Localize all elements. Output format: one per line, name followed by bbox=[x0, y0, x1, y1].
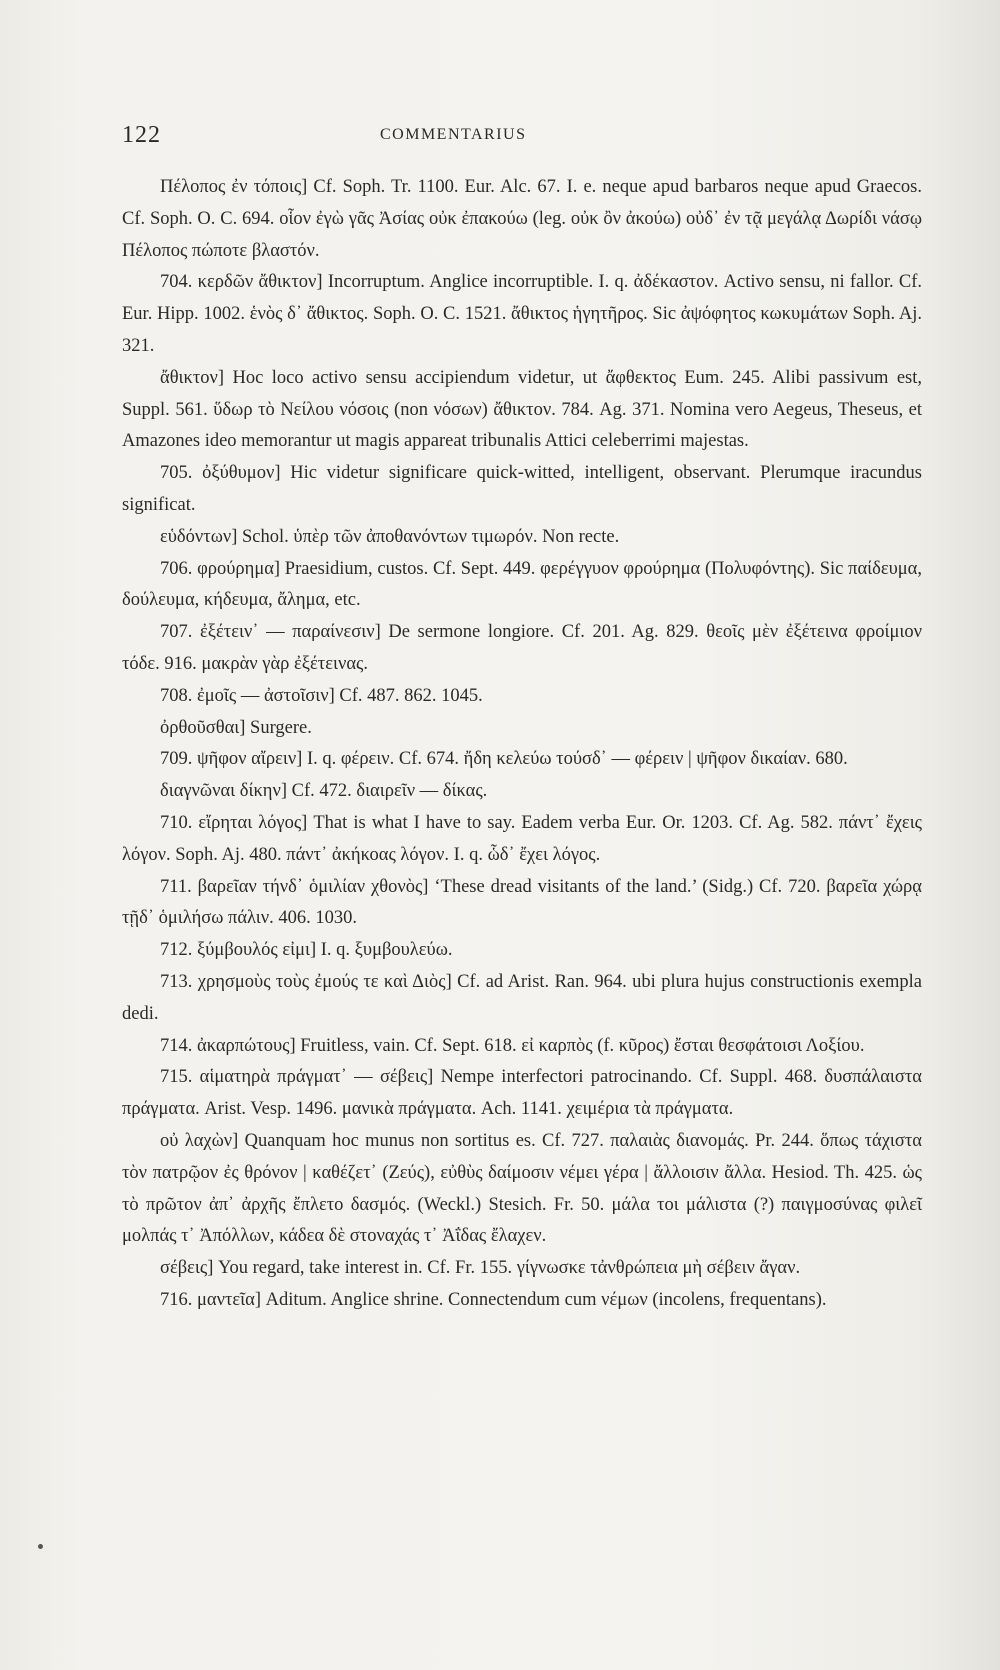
commentary-entry: διαγνῶναι δίκην] Cf. 472. διαιρεῖν — δίκας. bbox=[160, 781, 488, 802]
commentary-entry: Πέλοπος ἐν τόποις] Cf. Soph. Tr. 1100. Eur. Alc. 67. I. e. neque apud barbaros neque apud Graecos. Cf. Soph. O. C. 694. οἷον ἐγὼ γᾶς Ἀσίας οὐκ ἐπακούω (leg. οὐκ ὂν ἀκούω) οὐδ᾽ ἐν τᾷ μεγάλᾳ Δωρίδι νάσῳ Πέλοπος πώποτε βλαστόν. bbox=[122, 177, 922, 261]
commentary-entry: 716. μαντεῖα] Aditum. Anglice shrine. Connectendum cum νέμων (incolens, frequentans). bbox=[160, 1289, 827, 1310]
page-number: 122 bbox=[122, 122, 161, 148]
commentary-entry: 711. βαρεῖαν τήνδ᾽ ὁμιλίαν χθονὸς] ‘These dread visitants of the land.’ (Sidg.) Cf. 720. βαρεῖα χώρᾳ τῇδ᾽ ὁμιλήσω πάλιν. 406. 1030. bbox=[122, 876, 922, 929]
commentary-entry: εὑδόντων] Schol. ὑπὲρ τῶν ἀποθανόντων τιμωρόν. Non recte. bbox=[160, 526, 620, 547]
commentary-entry: 708. ἐμοῖς — ἀστοῖσιν] Cf. 487. 862. 1045. bbox=[160, 685, 483, 706]
commentary-entry: 710. εἴρηται λόγος] That is what I have to say. Eadem verba Eur. Or. 1203. Cf. Ag. 582. πάντ᾽ ἔχεις λόγον. Soph. Aj. 480. πάντ᾽ ἀκήκοας λόγον. I. q. ὧδ᾽ ἔχει λόγος. bbox=[122, 812, 922, 865]
commentary-entry: 704. κερδῶν ἄθικτον] Incorruptum. Anglice incorruptible. I. q. ἀδέκαστον. Activo sensu, ni fallor. Cf. Eur. Hipp. 1002. ἑνὸς δ᾽ ἄθικτος. Soph. O. C. 1521. ἄθικτος ἡγητῆρος. Sic ἀψόφητος κωκυμάτων Soph. Aj. 321. bbox=[122, 272, 922, 356]
commentary-entry: σέβεις] You regard, take interest in. Cf. Fr. 155. γίγνωσκε τἀνθρώπεια μὴ σέβειν ἄγαν. bbox=[160, 1258, 801, 1279]
commentary-entry: 707. ἐξέτειν᾽ — παραίνεσιν] De sermone longiore. Cf. 201. Ag. 829. θεοῖς μὲν ἐξέτεινα φροίμιον τόδε. 916. μακρὰν γὰρ ἐξέτεινας. bbox=[122, 622, 922, 674]
commentary-entry: 714. ἀκαρπώτους] Fruitless, vain. Cf. Sept. 618. εἰ καρπὸς (f. κῦρος) ἔσται θεσφάτοισι Λοξίου. bbox=[160, 1035, 865, 1056]
commentary-entry: 713. χρησμοὺς τοὺς ἐμούς τε καὶ Διὸς] Cf. ad Arist. Ran. 964. ubi plura hujus constructionis exempla dedi. bbox=[122, 971, 922, 1024]
page-header bbox=[122, 122, 902, 152]
commentary-body bbox=[122, 172, 922, 1317]
commentary-entry: 706. φρούρημα] Praesidium, custos. Cf. Sept. 449. φερέγγυον φρούρημα (Πολυφόντης). Sic παίδευμα, δούλευμα, κήδευμα, ἄλημα, etc. bbox=[122, 558, 922, 611]
margin-speck bbox=[38, 1544, 43, 1549]
commentary-entry: ὀρθοῦσθαι] Surgere. bbox=[160, 717, 312, 738]
commentary-entry: 715. αἱματηρὰ πράγματ᾽ — σέβεις] Nempe interfectori patrocinando. Cf. Suppl. 468. δυσπάλαιστα πράγματα. Arist. Vesp. 1496. μανικὰ πράγματα. Ach. 1141. χειμέρια τὰ πράγματα. bbox=[122, 1067, 922, 1120]
commentary-entry: 705. ὀξύθυμον] Hic videtur significare quick-witted, intelligent, observant. Plerumque iracundus significat. bbox=[122, 463, 922, 515]
commentary-entry: 712. ξύμβουλός εἰμι] I. q. ξυμβουλεύω. bbox=[160, 940, 453, 961]
commentary-entry: οὐ λαχὼν] Quanquam hoc munus non sortitus es. Cf. 727. παλαιὰς διανομάς. Pr. 244. ὅπως τάχιστα τὸν πατρῷον ἐς θρόνον | καθέζετ᾽ (Ζεύς), εὐθὺς δαίμοσιν νέμει γέρα | ἄλλοισιν ἄλλα. Hesiod. Th. 425. ὡς τὸ πρῶτον ἀπ᾽ ἀρχῆς ἔπλετο δασμός. (Weckl.) Stesich. Fr. 50. μάλα τοι μάλιστα (?) παιγμοσύνας φιλεῖ μολπάς τ᾽ Ἀπόλλων, κάδεα δὲ στοναχάς τ᾽ Ἀΐδας ἔλαχεν. bbox=[122, 1130, 922, 1247]
commentary-entry: ἄθικτον] Hoc loco activo sensu accipiendum videtur, ut ἄφθεκτος Eum. 245. Alibi passivum est, Suppl. 561. ὕδωρ τὸ Νείλου νόσοις (non νόσων) ἄθικτον. 784. Ag. 371. Nomina vero Aegeus, Theseus, et Amazones ideo memorantur ut magis appareat tribunalis Attici celeberrimi majestas. bbox=[122, 367, 922, 452]
running-head: COMMENTARIUS bbox=[380, 126, 527, 143]
commentary-entry: 709. ψῆφον αἴρειν] I. q. φέρειν. Cf. 674. ἤδη κελεύω τούσδ᾽ — φέρειν | ψῆφον δικαίαν. 680. bbox=[160, 749, 848, 770]
